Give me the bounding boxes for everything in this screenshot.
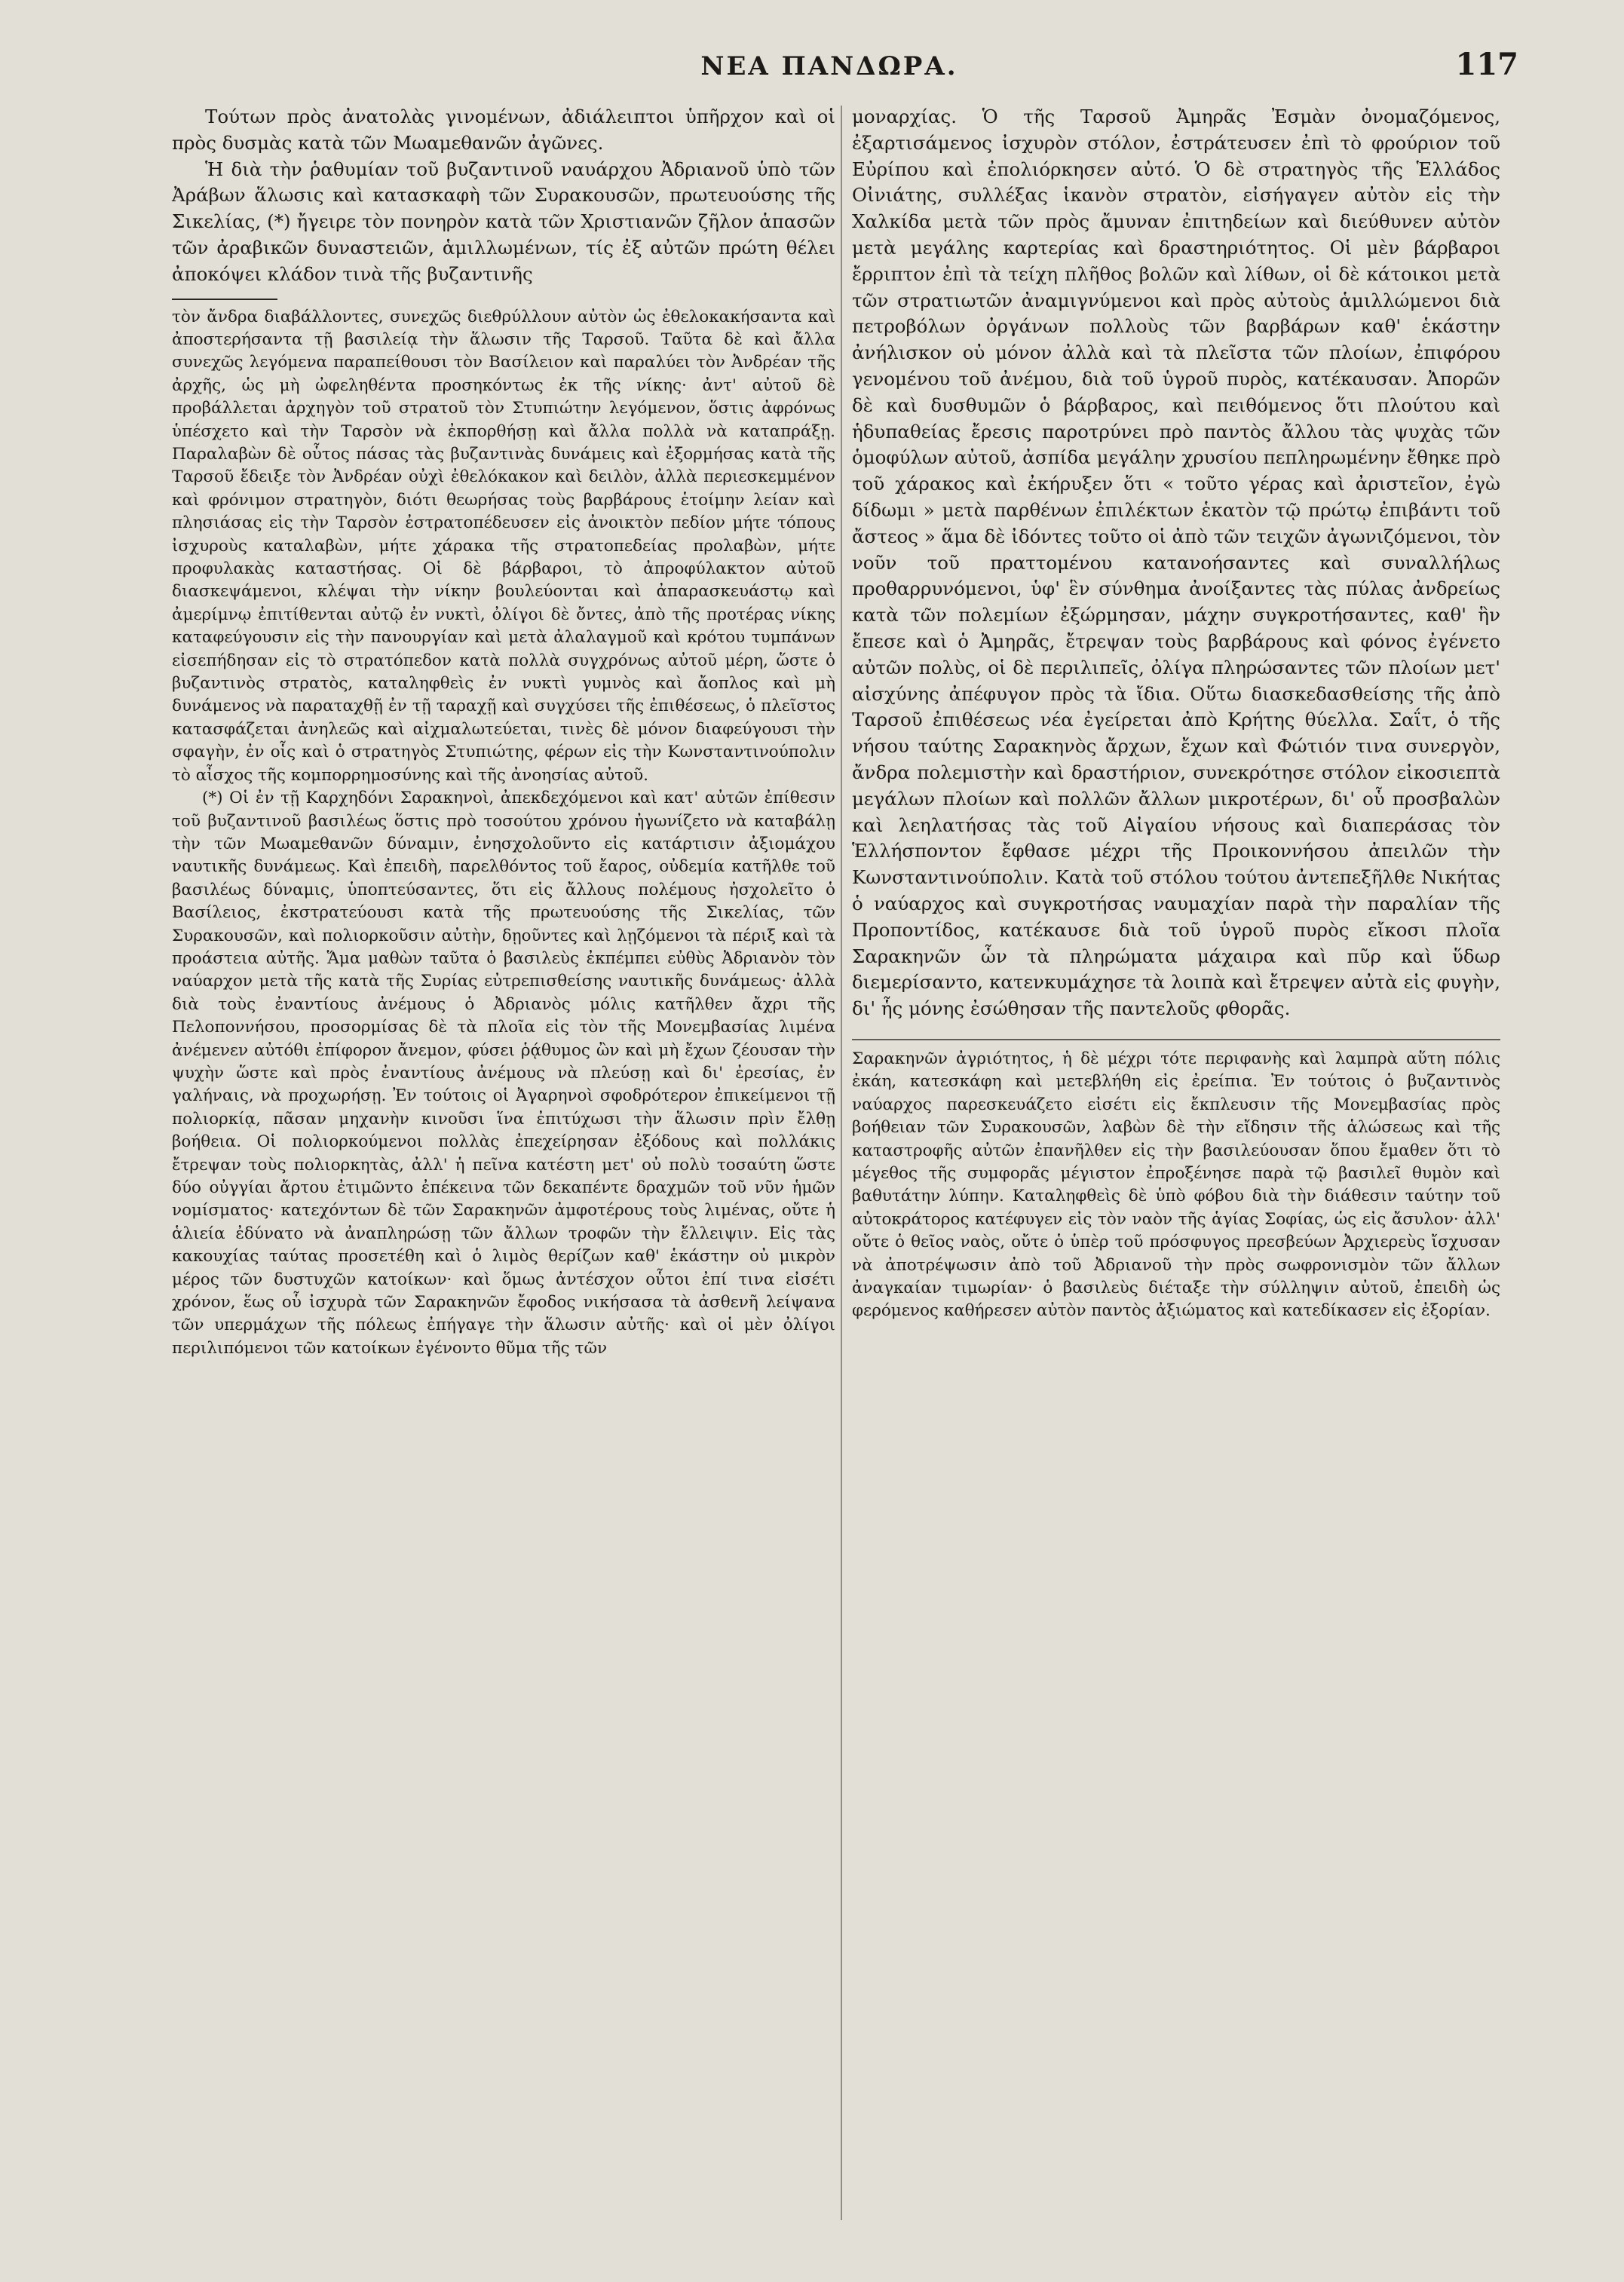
body-paragraph: Ἡ διὰ τὴν ῥαθυμίαν τοῦ βυζαντινοῦ ναυάρχου Ἀδριανοῦ ὑπὸ τῶν Ἀράβων ἅλωσις καὶ κατασκαφὴ τῶν Συρακουσῶν, πρωτευούσης τῆς Σικελίας, (*) ἤγειρε τὸν πονηρὸν κατὰ τῶν Χριστιανῶν ζῆλον ἁπασῶν τῶν ἀραβικῶν δυναστειῶν, ἁμιλλωμένων, τίς ἐξ αὐτῶν πρώτη θέλει ἀποκόψει κλάδον τινὰ τῆς βυζαντινῆς [172,158,835,285]
page-title: ΝΕΑ ΠΑΝΔΩΡΑ. [700,51,958,81]
column-divider [841,106,842,2220]
body-paragraph: Τούτων πρὸς ἀνατολὰς γινομένων, ἀδιάλειπτοι ὑπῆρχον καὶ οἱ πρὸς δυσμὰς κατὰ τῶν Μωαμεθανῶν ἀγῶνες. [172,106,835,154]
page-header [0,47,1624,96]
footnote-star: (*) Οἱ ἐν τῇ Καρχηδόνι Σαρακηνοὶ, ἀπεκδεχόμενοι καὶ κατ' αὐτῶν ἐπίθεσιν τοῦ βυζαντινοῦ βασιλέως ὅστις πρὸ τοσούτου χρόνου ἠγωνίζετο νὰ καταβάλῃ τὴν τῶν Μωαμεθανῶν δύναμιν, ἐνησχολοῦντο εἰς κατάρτισιν ἀξιομάχου ναυτικῆς δυνάμεως. Καὶ ἐπειδὴ, παρελθόντος τοῦ ἔαρος, οὐδεμία κατῆλθε τοῦ βασιλέως δύναμις, ὑποπτεύσαντες, ὅτι εἰς ἄλλους πολέμους ἠσχολεῖτο ὁ Βασίλειος, ἐκστρατεύουσι κατὰ τῆς πρωτευούσης τῆς Σικελίας, τῶν Συρακουσῶν, καὶ πολιορκοῦσιν αὐτὴν, δῃοῦντες καὶ λῃζόμενοι τὰ πέριξ καὶ τὰ προάστεια αὐτῆς. Ἅμα μαθὼν ταῦτα ὁ βασιλεὺς ἐκπέμπει εὐθὺς Ἀδριανὸν τὸν ναύαρχον μετὰ τῆς κατὰ τῆς Συρίας εὐτρεπισθείσης ναυτικῆς δυνάμεως· ἀλλὰ διὰ τοὺς ἐναντίους ἀνέμους ὁ Ἀδριανὸς μόλις κατῆλθεν ἄχρι τῆς Πελοποννήσου, προσορμίσας δὲ τὰ πλοῖα εἰς τὸν τῆς Μονεμβασίας λιμένα ἀνέμενεν αὐτόθι ἐπίφορον ἄνεμον, φύσει ῥᾴθυμος ὢν καὶ μὴ ἔχων ζέουσαν τὴν ψυχὴν ὥστε καὶ πρὸς ἐναντίους ἀνέμους νὰ πλεύσῃ καὶ δι' ἐρεσίας, ἐν γαλήναις, νὰ προχωρήσῃ. Ἐν τούτοις οἱ Ἀγαρηνοὶ σφοδρότερον ἐπικείμενοι τῇ πολιορκίᾳ, πᾶσαν μηχανὴν κινοῦσι ἵνα ἐπιτύχωσι τὴν ἅλωσιν πρὶν ἔλθῃ βοήθεια. Οἱ πολιορκούμενοι πολλὰς ἐπεχείρησαν ἐξόδους καὶ πολλάκις ἔτρεψαν τοὺς πολιορκητὰς, ἀλλ' ἡ πεῖνα κατέστη μετ' οὐ πολὺ τοσαύτη ὥστε δύο οὐγγίαι ἄρτου ἐτιμῶντο ἐπέκεινα τῶν δεκαπέντε δραχμῶν τοῦ νῦν ἡμῶν νομίσματος· κατεχόντων δὲ τῶν Σαρακηνῶν ἀμφοτέρους τοὺς λιμένας, οὔτε ἡ ἁλιεία ἐδύνατο νὰ ἀναπληρώσῃ τῶν ἄλλων τροφῶν τὴν ἔλλειψιν. Εἰς τὰς κακουχίας ταύτας προσετέθη καὶ ὁ λιμὸς θερίζων καθ' ἑκάστην οὐ μικρὸν μέρος τῶν δυστυχῶν κατοίκων· καὶ ὅμως ἀντέσχον οὗτοι ἐπί τινα εἰσέτι χρόνον, ἕως οὗ ἰσχυρὰ τῶν Σαρακηνῶν ἔφοδος νικήσασα τὰ ἀσθενῆ λείψανα τῶν υπερμάχων τῆς πόλεως ἐπήγαγε τὴν ἅλωσιν αὐτῆς· καὶ οἱ μὲν ὀλίγοι περιλιπόμενοι τῶν κατοίκων ἐγένοντο θῦμα τῆς τῶν [172,789,835,1358]
left-column [172,104,835,1360]
footnote-continuation: τὸν ἄνδρα διαβάλλοντες, συνεχῶς διεθρύλλουν αὐτὸν ὡς ἐθελοκακήσαντα καὶ ἀποστερήσαντα τῇ βασιλείᾳ τὴν ἅλωσιν τῆς Ταρσοῦ. Ταῦτα δὲ καὶ ἄλλα συνεχῶς λεγόμενα παραπείθουσι τὸν Βασίλειον καὶ παραλύει τὸν Ἀνδρέαν τῆς ἀρχῆς, ὡς μὴ ὠφεληθέντα προσηκόντως ἐκ τῆς νίκης· ἀντ' αὐτοῦ δὲ προβάλλεται ἀρχηγὸν τοῦ στρατοῦ τὸν Στυπιώτην λεγόμενον, ὅστις ἀφρόνως ὑπέσχετο καὶ τὴν Ταρσὸν νὰ ἐκπορθήσῃ καὶ ἄλλα πολλὰ νὰ καταπράξῃ. Παραλαβὼν δὲ οὗτος πάσας τὰς βυζαντινὰς δυνάμεις καὶ ἐξορμήσας κατὰ τῆς Ταρσοῦ ἔδειξε τὸν Ἀνδρέαν οὐχὶ ἐθελόκακον καὶ δειλὸν, ἀλλὰ περιεσκεμμένον καὶ φρόνιμον στρατηγὸν, διότι θεωρήσας τοὺς βαρβάρους ἑτοίμην λείαν καὶ πλησιάσας εἰς τὴν Ταρσὸν ἐστρατοπέδευσεν εἰς ἀνοικτὸν πεδίον μήτε τόπους ἰσχυροὺς καταλαβὼν, μήτε χάρακα τῆς στρατοπεδείας προλαβὼν, μήτε προφυλακὰς καταστήσας. Οἱ δὲ βάρβαροι, τὸ ἀπροφύλακτον αὐτοῦ διασκεψάμενοι, κλέψαι τὴν νίκην βουλεύονται καὶ ἀπαρασκευάστῳ καὶ ἀμερίμνῳ ἐπιτίθενται αὐτῷ ἐν νυκτὶ, ὀλίγοι δὲ ὄντες, ἀπὸ τῆς προτέρας νίκης καταφεύγουσιν εἰς τὴν πανουργίαν καὶ μετὰ ἀλαλαγμοῦ καὶ κρότου τυμπάνων εἰσεπήδησαν εἰς τὸ στρατόπεδον κατὰ πολλὰ συγχρόνως αὐτοῦ μέρη, ὥστε ὁ βυζαντινὸς στρατὸς, καταληφθεὶς ἐν νυκτὶ γυμνὸς καὶ ἄοπλος καὶ μὴ δυνάμενος νὰ παραταχθῇ ἐν τῇ ταραχῇ καὶ συγχύσει τῆς ἐπιθέσεως, ὁ πλεῖστος κατασφάζεται ἀνηλεῶς καὶ αἰχμαλωτεύεται, τινὲς δὲ μόνον διαφεύγουσι τὴν σφαγὴν, ἐν οἷς καὶ ὁ στρατηγὸς Στυπιώτης, φέρων εἰς τὴν Κωνσταντινούπολιν τὸ αἶσχος τῆς κομπορρημοσύνης καὶ τῆς ἀνοησίας αὐτοῦ. [172,307,835,785]
footnotes [172,306,835,1361]
footnote-rule [172,299,277,300]
page-number: 117 [1455,47,1518,82]
body-paragraph: μοναρχίας. Ὁ τῆς Ταρσοῦ Ἀμηρᾶς Ἐσμὰν ὀνομαζόμενος, ἐξαρτισάμενος ἰσχυρὸν στόλον, ἐστράτευσεν ἐπὶ τὸ φρούριον τοῦ Εὐρίπου καὶ ἐπολιόρκησεν αὐτό. Ὁ δὲ στρατηγὸς τῆς Ἑλλάδος Οἰνιάτης, συλλέξας ἱκανὸν στρατὸν, εἰσήγαγεν αὐτὸν εἰς τὴν Χαλκίδα μετὰ τῶν πρὸς ἄμυναν ἐπιτηδείων καὶ διεύθυνεν αὐτὸν μετὰ μεγάλης καρτερίας καὶ δραστηριότητος. Οἱ μὲν βάρβαροι ἔρριπτον ἐπὶ τὰ τείχη πλῆθος βολῶν καὶ λίθων, οἱ δὲ κάτοικοι μετὰ τῶν στρατιωτῶν ἀναμιγνύμενοι καὶ πρὸς αὐτοὺς ἁμιλλώμενοι διὰ πετροβόλων ὀργάνων πολλοὺς τῶν βαρβάρων καθ' ἑκάστην ἀνήλισκον οὐ μόνον ἀλλὰ καὶ τὰ πλεῖστα τῶν πλοίων, ἐπιφόρου γενομένου τοῦ ἀνέμου, διὰ τοῦ ὑγροῦ πυρὸς, κατέκαυσαν. Ἀπορῶν δὲ καὶ δυσθυμῶν ὁ βάρβαρος, καὶ πειθόμενος ὅτι πλούτου καὶ ἡδυπαθείας ἔρεσις παροτρύνει πρὸ παντὸς ἄλλου τὰς ψυχὰς τῶν ὁμοφύλων αὐτοῦ, ἀσπίδα μεγάλην χρυσίου πεπληρωμένην ἔθηκε πρὸ τοῦ χάρακος καὶ ἐκήρυξεν ὅτι « τοῦτο γέρας καὶ ἀριστεῖον, ἐγὼ δίδωμι » μετὰ παρθένων ἐπιλέκτων ἑκατὸν τῷ πρώτῳ ἐπιβάντι τοῦ ἄστεος » ἅμα δὲ ἰδόντες τοῦτο οἱ ἀπὸ τῶν τειχῶν ἀγωνιζόμενοι, τὸν νοῦν τοῦ πραττομένου κατανοήσαντες καὶ συναλλήλως προθαρρυνόμενοι, ὑφ' ἓν σύνθημα ἀνοίξαντες τὰς πύλας ἀνδρείως κατὰ τῶν πολεμίων ἐξώρμησαν, μάχην συγκροτήσαντες, καθ' ἣν ἔπεσε καὶ ὁ Ἀμηρᾶς, ἔτρεψαν τοὺς βαρβάρους καὶ φόνος ἐγένετο αὐτῶν πολὺς, οἱ δὲ περιλιπεῖς, ὀλίγα πληρώσαντες τῶν πλοίων μετ' αἰσχύνης ἀπέφυγον πρὸς τὰ ἴδια. Οὕτω διασκεδασθείσης τῆς ἀπὸ Ταρσοῦ ἐπιθέσεως νέα ἐγείρεται ἀπὸ Κρήτης θύελλα. Σαΐτ, ὁ τῆς νήσου ταύτης Σαρακηνὸς ἄρχων, ἔχων καὶ Φώτιόν τινα συνεργὸν, ἄνδρα πολεμιστὴν καὶ δραστήριον, συνεκρότησε στόλον εἰκοσιεπτὰ μεγάλων πλοίων καὶ πολλῶν ἄλλων μικροτέρων, δι' οὗ προσβαλὼν καὶ λεηλατήσας τὰς τοῦ Αἰγαίου νήσους καὶ διαπεράσας τὸν Ἑλλήσποντον ἔφθασε μέχρι τῆς Προικοννήσου ἀπειλῶν τὴν Κωνσταντινούπολιν. Κατὰ τοῦ στόλου τούτου ἀντεπεξῆλθε Νικήτας ὁ ναύαρχος καὶ συγκροτήσας ναυμαχίαν παρὰ τὴν παραλίαν τῆς Προποντίδος, κατέκαυσε διὰ τοῦ ὑγροῦ πυρὸς εἴκοσι πλοῖα Σαρακηνῶν ὧν τὰ πληρώματα μάχαιρα καὶ πῦρ καὶ ὕδωρ διεμερίσαντο, κατενκυμάχησε τὰ λοιπὰ καὶ ἔτρεψεν αὐτὰ εἰς φυγὴν, δι' ἧς μόνης ἐσώθησαν τῆς παντελοῦς φθορᾶς. [852,106,1500,1020]
footnote-rule [852,1039,1500,1040]
footnote-continuation: Σαρακηνῶν ἀγριότητος, ἡ δὲ μέχρι τότε περιφανὴς καὶ λαμπρὰ αὕτη πόλις ἐκάη, κατεσκάφη καὶ μετεβλήθη εἰς ἐρείπια. Ἐν τούτοις ὁ βυζαντινὸς ναύαρχος παρεσκευάζετο εἰσέτι εἰς ἔκπλευσιν τῆς Μονεμβασίας πρὸς βοήθειαν τῶν Συρακουσῶν, λαβὼν δὲ τὴν εἴδησιν τῆς ἁλώσεως καὶ τῆς καταστροφῆς αὐτῶν ἐπανῆλθεν εἰς τὴν βασιλεύουσαν ὅπου ἔμαθεν ὅτι τὸ μέγεθος τῆς συμφορᾶς μέγιστον ἐπροξένησε παρὰ τῷ βασιλεῖ θυμὸν καὶ βαθυτάτην λύπην. Καταληφθεὶς δὲ ὑπὸ φόβου διὰ τὴν διάθεσιν ταύτην τοῦ αὐτοκράτορος κατέφυγεν εἰς τὸν ναὸν τῆς ἁγίας Σοφίας, ὡς εἰς ἄσυλον· ἀλλ' οὔτε ὁ θεῖος ναὸς, οὔτε ὁ ὑπὲρ τοῦ πρόσφυγος πρεσβεύων Ἀρχιερεὺς ἴσχυσαν νὰ ἀποτρέψωσιν ἀπὸ τοῦ Ἀδριανοῦ τὴν πρὸς σωφρονισμὸν τῶν ἄλλων ἀναγκαίαν τιμωρίαν· ὁ βασιλεὺς διέταξε τὴν σύλληψιν αὐτοῦ, ἐπειδὴ ὡς φερόμενος καθήρεσεν αὐτὸν παντὸς ἀξιώματος καὶ κατεδίκασεν εἰς ἐξορίαν. [852,1049,1500,1321]
right-column [852,104,1500,1323]
